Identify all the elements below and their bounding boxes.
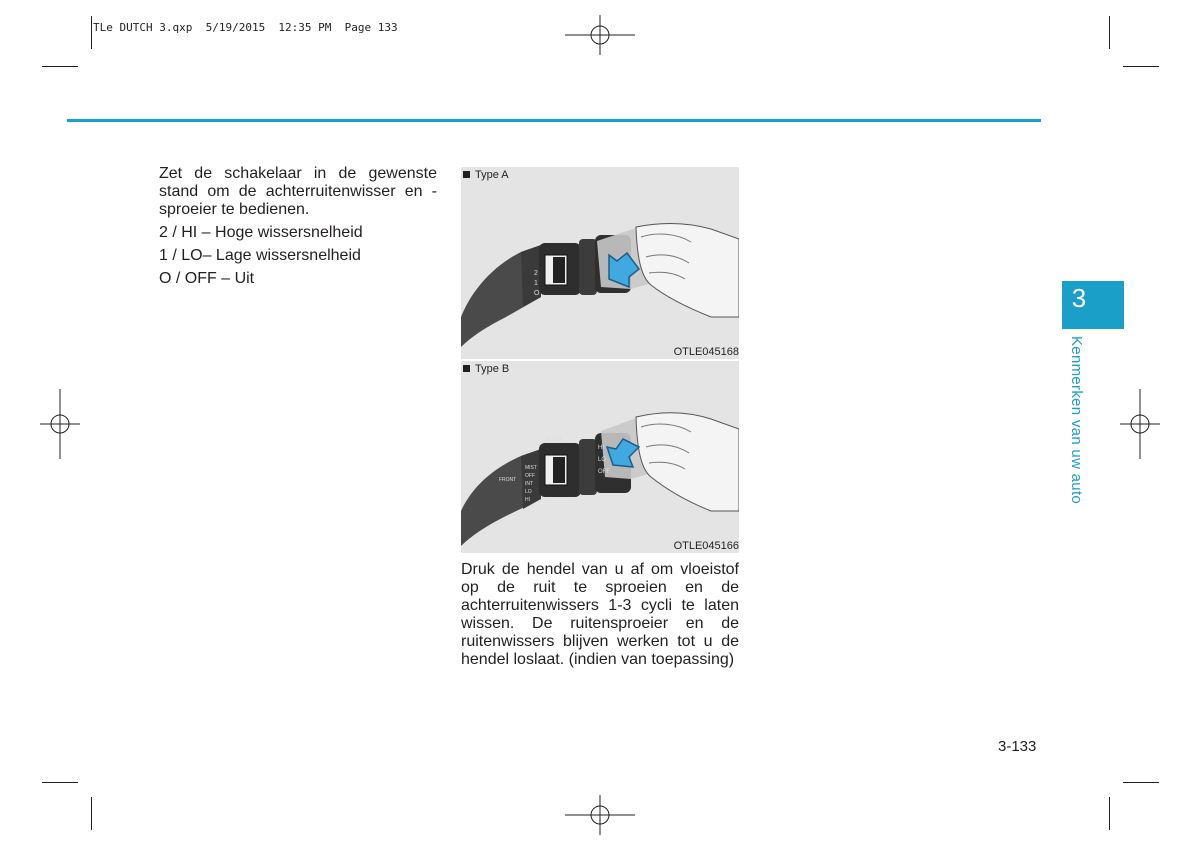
stalk-mark: LO (525, 489, 532, 495)
ring-top-label: AUTO (545, 437, 562, 443)
registration-mark-top (565, 15, 635, 55)
crop-mark (1123, 66, 1159, 67)
square-bullet-icon (463, 171, 470, 178)
ring-mark: 2 (534, 270, 538, 277)
list-item: 1 / LO– Lage wissersnelheid (159, 247, 361, 264)
crop-mark (1109, 16, 1110, 49)
figure-type-b (461, 361, 739, 553)
ring-mark: HI (598, 445, 604, 451)
left-column (159, 165, 437, 293)
list-item: 2 / HI – Hoge wissersnelheid (159, 224, 363, 241)
registration-mark-bottom (565, 795, 635, 835)
crop-mark (1109, 797, 1110, 830)
stalk-mark: INT (525, 481, 534, 487)
ring-mark: 1 (534, 280, 538, 287)
crop-mark (42, 782, 78, 783)
right-column-paragraph: Druk de hendel van u af om vloeistof op de ruit te sproeien en de achterruitenwissers 1-3 cycli te laten wissen. De ruitensproeier en de ruitenwissers blijven werken tot u de hendel loslaat. (indien van toepassing) (461, 561, 739, 668)
crop-mark (91, 797, 92, 830)
list-item: O / OFF – Uit (159, 270, 255, 287)
figure-label-text: Type B (475, 363, 510, 375)
figure-label (463, 169, 509, 181)
crop-mark (1123, 782, 1159, 783)
header-rule (67, 119, 1041, 122)
registration-mark-left (40, 389, 80, 459)
wiper-stalk-illustration (461, 361, 739, 553)
stalk-mark: OFF (525, 473, 535, 479)
page-number: 3-133 (998, 738, 1037, 755)
chapter-title: Kenmerken van uw auto (1068, 336, 1085, 505)
registration-mark-right (1120, 389, 1160, 459)
figure-code: OTLE045166 (673, 540, 739, 552)
figure-type-a (461, 167, 739, 359)
stalk-mark: MIST (525, 465, 537, 471)
wiper-stalk-illustration (461, 167, 739, 359)
intro-paragraph: Zet de schakelaar in de gewenste stand om de achterruitenwisser en -sproeier te bedienen. (159, 165, 437, 218)
print-slug: TLe DUTCH 3.qxp 5/19/2015 12:35 PM Page 133 (93, 21, 398, 34)
stalk-mark: HI (525, 497, 530, 503)
ring-mark: LO (598, 457, 607, 463)
chapter-number: 3 (1071, 283, 1087, 313)
figure-code: OTLE045168 (673, 346, 739, 358)
figure-label (463, 363, 509, 375)
ring-mark: OFF (598, 469, 610, 475)
stalk-side-label: FRONT (499, 477, 517, 483)
square-bullet-icon (463, 365, 470, 372)
crop-mark (42, 66, 78, 67)
figure-label-text: Type A (475, 169, 509, 181)
ring-mark: O (534, 290, 540, 297)
crop-mark (91, 16, 92, 49)
